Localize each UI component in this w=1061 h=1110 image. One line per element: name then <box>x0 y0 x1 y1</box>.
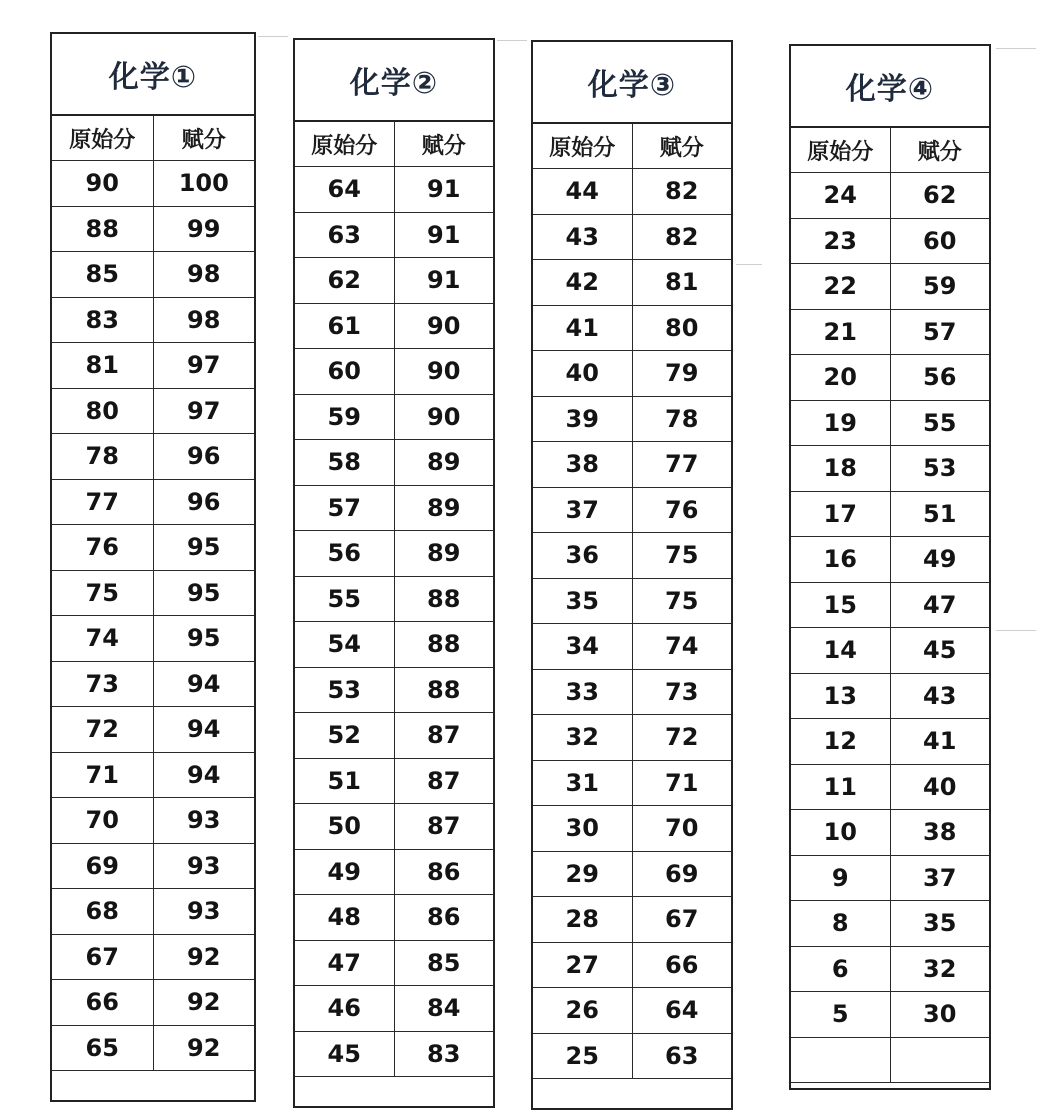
assigned-score-cell: 60 <box>890 218 989 264</box>
raw-score-cell: 58 <box>295 440 394 486</box>
raw-score-cell: 61 <box>295 303 394 349</box>
raw-score-cell: 72 <box>52 707 153 753</box>
table-row <box>533 351 731 397</box>
table-row <box>52 252 254 298</box>
table-row <box>533 533 731 579</box>
assigned-score-cell: 100 <box>153 161 254 207</box>
assigned-score-cell: 91 <box>394 212 493 258</box>
raw-score-cell: 59 <box>295 394 394 440</box>
conversion-table <box>791 128 989 1083</box>
raw-score-cell: 13 <box>791 673 890 719</box>
raw-score-cell: 15 <box>791 582 890 628</box>
table-row <box>791 719 989 765</box>
assigned-score-cell: 49 <box>890 537 989 583</box>
raw-score-cell <box>791 1037 890 1083</box>
raw-score-cell: 21 <box>791 309 890 355</box>
assigned-score-cell: 98 <box>153 297 254 343</box>
raw-score-cell: 81 <box>52 343 153 389</box>
table-row <box>295 440 493 486</box>
assigned-score-cell: 94 <box>153 752 254 798</box>
assigned-score-cell: 74 <box>632 624 731 670</box>
table-row <box>295 1031 493 1077</box>
raw-score-cell: 85 <box>52 252 153 298</box>
assigned-score-cell: 92 <box>153 1025 254 1071</box>
assigned-score-cell: 89 <box>394 485 493 531</box>
table-row <box>295 758 493 804</box>
assigned-score-cell: 89 <box>394 440 493 486</box>
raw-score-cell: 46 <box>295 986 394 1032</box>
raw-score-cell: 49 <box>295 849 394 895</box>
assigned-score-cell: 67 <box>632 897 731 943</box>
raw-score-cell: 26 <box>533 988 632 1034</box>
assigned-score-cell: 76 <box>632 487 731 533</box>
table-row <box>533 942 731 988</box>
table-row <box>52 297 254 343</box>
conversion-table <box>533 124 731 1079</box>
table-row <box>533 260 731 306</box>
raw-score-cell: 45 <box>295 1031 394 1077</box>
table-row <box>791 446 989 492</box>
raw-score-cell: 9 <box>791 855 890 901</box>
raw-score-cell: 34 <box>533 624 632 670</box>
raw-score-cell: 78 <box>52 434 153 480</box>
raw-score-cell: 37 <box>533 487 632 533</box>
raw-score-cell: 20 <box>791 355 890 401</box>
raw-score-cell: 88 <box>52 206 153 252</box>
table-title: 化学③ <box>533 42 731 124</box>
assigned-score-cell: 70 <box>632 806 731 852</box>
table-row <box>533 806 731 852</box>
assigned-score-cell: 79 <box>632 351 731 397</box>
table-row <box>295 212 493 258</box>
scan-mark <box>996 630 1036 631</box>
table-row <box>791 1037 989 1083</box>
raw-score-cell: 44 <box>533 169 632 215</box>
assigned-score-cell: 85 <box>394 940 493 986</box>
assigned-score-cell: 63 <box>632 1033 731 1079</box>
table-row <box>791 855 989 901</box>
table-row <box>52 161 254 207</box>
assigned-score-cell: 41 <box>890 719 989 765</box>
raw-score-cell: 75 <box>52 570 153 616</box>
assigned-score-cell: 75 <box>632 578 731 624</box>
assigned-score-header: 赋分 <box>632 124 731 169</box>
table-row <box>533 988 731 1034</box>
table-row <box>791 218 989 264</box>
assigned-score-cell: 66 <box>632 942 731 988</box>
table-row <box>295 531 493 577</box>
assigned-score-cell: 45 <box>890 628 989 674</box>
assigned-score-cell: 88 <box>394 667 493 713</box>
score-table-3 <box>531 40 733 1110</box>
table-row <box>791 355 989 401</box>
raw-score-cell: 90 <box>52 161 153 207</box>
table-row <box>295 349 493 395</box>
raw-score-cell: 74 <box>52 616 153 662</box>
table-title: 化学② <box>295 40 493 122</box>
raw-score-cell: 38 <box>533 442 632 488</box>
assigned-score-cell: 87 <box>394 713 493 759</box>
raw-score-cell: 6 <box>791 946 890 992</box>
table-row <box>52 434 254 480</box>
table-row <box>295 667 493 713</box>
table-row <box>295 940 493 986</box>
raw-score-cell: 32 <box>533 715 632 761</box>
assigned-score-cell: 77 <box>632 442 731 488</box>
table-row <box>295 713 493 759</box>
raw-score-cell: 40 <box>533 351 632 397</box>
table-row <box>52 707 254 753</box>
assigned-score-cell: 91 <box>394 258 493 304</box>
assigned-score-cell: 93 <box>153 798 254 844</box>
table-row <box>52 980 254 1026</box>
assigned-score-cell: 69 <box>632 851 731 897</box>
assigned-score-cell: 96 <box>153 479 254 525</box>
scan-mark <box>736 264 762 265</box>
assigned-score-cell: 55 <box>890 400 989 446</box>
table-row <box>533 624 731 670</box>
raw-score-cell: 76 <box>52 525 153 571</box>
assigned-score-cell: 90 <box>394 349 493 395</box>
table-row <box>791 628 989 674</box>
raw-score-header: 原始分 <box>52 116 153 161</box>
assigned-score-cell: 73 <box>632 669 731 715</box>
table-row <box>533 487 731 533</box>
header-row <box>791 128 989 173</box>
raw-score-cell: 53 <box>295 667 394 713</box>
table-body <box>295 167 493 1077</box>
table-row <box>791 173 989 219</box>
assigned-score-cell: 56 <box>890 355 989 401</box>
assigned-score-cell: 62 <box>890 173 989 219</box>
table-row <box>791 764 989 810</box>
assigned-score-cell: 89 <box>394 531 493 577</box>
table-row <box>295 394 493 440</box>
table-row <box>52 525 254 571</box>
assigned-score-header: 赋分 <box>394 122 493 167</box>
table-row <box>295 986 493 1032</box>
table-row <box>52 889 254 935</box>
table-title: 化学① <box>52 34 254 116</box>
assigned-score-cell <box>890 1037 989 1083</box>
raw-score-header: 原始分 <box>295 122 394 167</box>
raw-score-cell: 60 <box>295 349 394 395</box>
raw-score-cell: 12 <box>791 719 890 765</box>
table-body <box>791 173 989 1083</box>
raw-score-cell: 71 <box>52 752 153 798</box>
assigned-score-cell: 32 <box>890 946 989 992</box>
table-row <box>52 616 254 662</box>
assigned-score-cell: 96 <box>153 434 254 480</box>
table-row <box>52 843 254 889</box>
table-row <box>52 206 254 252</box>
table-row <box>533 578 731 624</box>
raw-score-cell: 27 <box>533 942 632 988</box>
raw-score-cell: 43 <box>533 214 632 260</box>
assigned-score-cell: 93 <box>153 889 254 935</box>
table-row <box>52 934 254 980</box>
table-row <box>52 570 254 616</box>
table-row <box>791 400 989 446</box>
table-row <box>791 673 989 719</box>
raw-score-cell: 17 <box>791 491 890 537</box>
raw-score-cell: 47 <box>295 940 394 986</box>
raw-score-cell: 41 <box>533 305 632 351</box>
table-row <box>533 760 731 806</box>
table-row <box>791 946 989 992</box>
raw-score-cell: 83 <box>52 297 153 343</box>
table-row <box>533 214 731 260</box>
table-row <box>533 897 731 943</box>
assigned-score-cell: 37 <box>890 855 989 901</box>
assigned-score-cell: 88 <box>394 576 493 622</box>
assigned-score-cell: 81 <box>632 260 731 306</box>
assigned-score-cell: 78 <box>632 396 731 442</box>
assigned-score-cell: 90 <box>394 394 493 440</box>
raw-score-cell: 52 <box>295 713 394 759</box>
score-table-1 <box>50 32 256 1102</box>
raw-score-cell: 57 <box>295 485 394 531</box>
raw-score-cell: 50 <box>295 804 394 850</box>
table-row <box>295 622 493 668</box>
assigned-score-cell: 99 <box>153 206 254 252</box>
raw-score-cell: 5 <box>791 992 890 1038</box>
raw-score-cell: 25 <box>533 1033 632 1079</box>
conversion-table <box>295 122 493 1077</box>
table-row <box>295 895 493 941</box>
raw-score-cell: 18 <box>791 446 890 492</box>
table-row <box>791 309 989 355</box>
assigned-score-cell: 94 <box>153 661 254 707</box>
assigned-score-cell: 98 <box>153 252 254 298</box>
assigned-score-cell: 71 <box>632 760 731 806</box>
table-row <box>52 388 254 434</box>
table-row <box>295 576 493 622</box>
table-body <box>533 169 731 1079</box>
header-row <box>533 124 731 169</box>
table-row <box>52 479 254 525</box>
table-row <box>533 1033 731 1079</box>
scan-mark <box>258 36 288 37</box>
table-row <box>52 343 254 389</box>
assigned-score-cell: 97 <box>153 388 254 434</box>
raw-score-cell: 68 <box>52 889 153 935</box>
assigned-score-cell: 92 <box>153 934 254 980</box>
raw-score-cell: 77 <box>52 479 153 525</box>
table-row <box>52 1025 254 1071</box>
raw-score-cell: 19 <box>791 400 890 446</box>
table-row <box>791 810 989 856</box>
table-row <box>533 669 731 715</box>
raw-score-cell: 29 <box>533 851 632 897</box>
assigned-score-cell: 35 <box>890 901 989 947</box>
assigned-score-cell: 38 <box>890 810 989 856</box>
raw-score-cell: 51 <box>295 758 394 804</box>
raw-score-cell: 66 <box>52 980 153 1026</box>
table-row <box>791 992 989 1038</box>
table-row <box>533 715 731 761</box>
table-row <box>295 167 493 213</box>
assigned-score-cell: 30 <box>890 992 989 1038</box>
assigned-score-cell: 95 <box>153 525 254 571</box>
assigned-score-cell: 86 <box>394 849 493 895</box>
assigned-score-cell: 64 <box>632 988 731 1034</box>
raw-score-cell: 62 <box>295 258 394 304</box>
assigned-score-cell: 95 <box>153 616 254 662</box>
header-row <box>52 116 254 161</box>
table-row <box>52 798 254 844</box>
assigned-score-cell: 72 <box>632 715 731 761</box>
raw-score-header: 原始分 <box>533 124 632 169</box>
table-row <box>295 485 493 531</box>
assigned-score-cell: 95 <box>153 570 254 616</box>
assigned-score-cell: 82 <box>632 214 731 260</box>
table-row <box>791 264 989 310</box>
raw-score-cell: 30 <box>533 806 632 852</box>
table-row <box>533 305 731 351</box>
raw-score-cell: 39 <box>533 396 632 442</box>
raw-score-cell: 64 <box>295 167 394 213</box>
table-row <box>791 901 989 947</box>
assigned-score-header: 赋分 <box>153 116 254 161</box>
raw-score-cell: 24 <box>791 173 890 219</box>
raw-score-header: 原始分 <box>791 128 890 173</box>
assigned-score-cell: 87 <box>394 758 493 804</box>
assigned-score-cell: 83 <box>394 1031 493 1077</box>
assigned-score-cell: 43 <box>890 673 989 719</box>
raw-score-cell: 70 <box>52 798 153 844</box>
assigned-score-cell: 97 <box>153 343 254 389</box>
assigned-score-cell: 94 <box>153 707 254 753</box>
raw-score-cell: 33 <box>533 669 632 715</box>
assigned-score-cell: 91 <box>394 167 493 213</box>
assigned-score-cell: 82 <box>632 169 731 215</box>
assigned-score-cell: 75 <box>632 533 731 579</box>
scan-mark <box>996 48 1036 49</box>
raw-score-cell: 54 <box>295 622 394 668</box>
assigned-score-cell: 84 <box>394 986 493 1032</box>
assigned-score-cell: 57 <box>890 309 989 355</box>
table-row <box>295 804 493 850</box>
raw-score-cell: 16 <box>791 537 890 583</box>
assigned-score-cell: 80 <box>632 305 731 351</box>
header-row <box>295 122 493 167</box>
raw-score-cell: 69 <box>52 843 153 889</box>
scan-mark <box>497 40 527 41</box>
table-row <box>791 537 989 583</box>
table-row <box>533 169 731 215</box>
table-row <box>533 851 731 897</box>
raw-score-cell: 73 <box>52 661 153 707</box>
assigned-score-cell: 90 <box>394 303 493 349</box>
table-row <box>295 258 493 304</box>
assigned-score-header: 赋分 <box>890 128 989 173</box>
raw-score-cell: 55 <box>295 576 394 622</box>
raw-score-cell: 35 <box>533 578 632 624</box>
score-table-4 <box>789 44 991 1090</box>
table-row <box>533 442 731 488</box>
raw-score-cell: 11 <box>791 764 890 810</box>
raw-score-cell: 22 <box>791 264 890 310</box>
assigned-score-cell: 40 <box>890 764 989 810</box>
raw-score-cell: 80 <box>52 388 153 434</box>
table-row <box>295 849 493 895</box>
raw-score-cell: 10 <box>791 810 890 856</box>
raw-score-cell: 28 <box>533 897 632 943</box>
raw-score-cell: 8 <box>791 901 890 947</box>
raw-score-cell: 23 <box>791 218 890 264</box>
assigned-score-cell: 92 <box>153 980 254 1026</box>
assigned-score-cell: 88 <box>394 622 493 668</box>
assigned-score-cell: 93 <box>153 843 254 889</box>
assigned-score-cell: 87 <box>394 804 493 850</box>
raw-score-cell: 56 <box>295 531 394 577</box>
assigned-score-cell: 47 <box>890 582 989 628</box>
table-body <box>52 161 254 1071</box>
table-row <box>791 491 989 537</box>
table-row <box>52 752 254 798</box>
assigned-score-cell: 86 <box>394 895 493 941</box>
assigned-score-cell: 53 <box>890 446 989 492</box>
raw-score-cell: 65 <box>52 1025 153 1071</box>
table-title: 化学④ <box>791 46 989 128</box>
score-table-2 <box>293 38 495 1108</box>
raw-score-cell: 31 <box>533 760 632 806</box>
raw-score-cell: 67 <box>52 934 153 980</box>
raw-score-cell: 36 <box>533 533 632 579</box>
raw-score-cell: 14 <box>791 628 890 674</box>
table-row <box>791 582 989 628</box>
raw-score-cell: 48 <box>295 895 394 941</box>
raw-score-cell: 42 <box>533 260 632 306</box>
assigned-score-cell: 51 <box>890 491 989 537</box>
raw-score-cell: 63 <box>295 212 394 258</box>
table-row <box>52 661 254 707</box>
table-row <box>295 303 493 349</box>
conversion-table <box>52 116 254 1071</box>
table-row <box>533 396 731 442</box>
assigned-score-cell: 59 <box>890 264 989 310</box>
